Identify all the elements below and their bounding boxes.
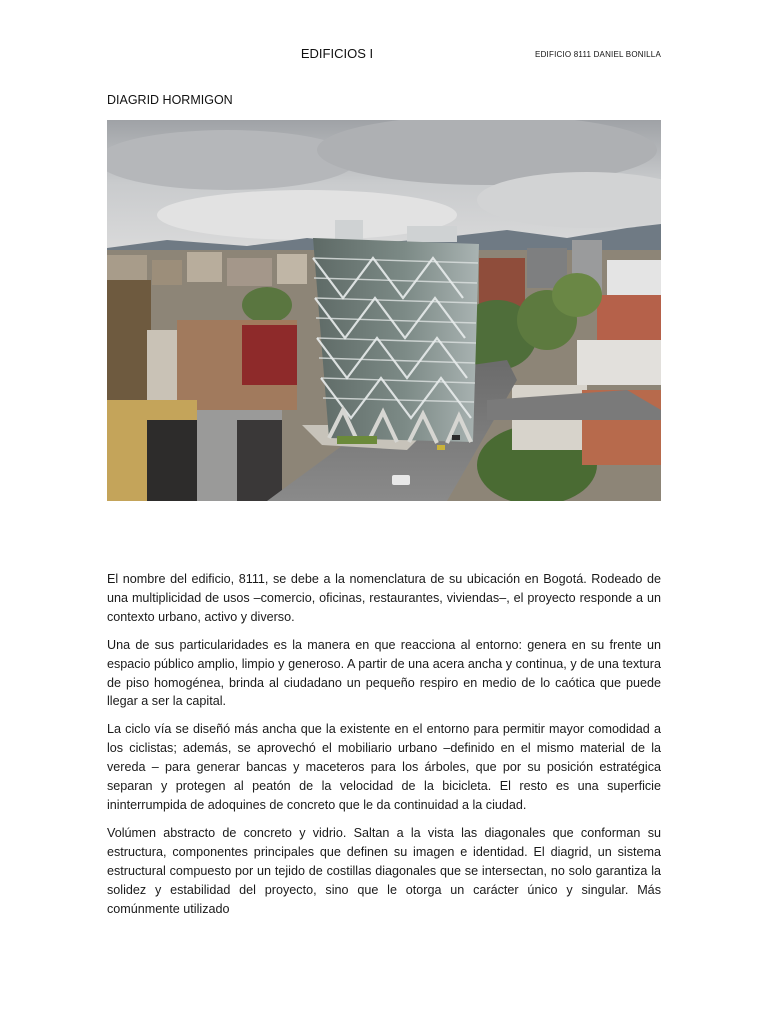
paragraph: La ciclo vía se diseñó más ancha que la existente en el entorno para permitir mayor comodidad a los ciclistas; además, se aprovechó el mobiliario urbano –definido en el mismo material de la vereda – para generar bancas y maceteros para los árboles, que por su posición estratégica separan y protegen al peatón de la velocidad de la bicicleta. El resto es una superficie ininterrumpida de adoquines de concreto que le da continuidad a la ciudad. bbox=[107, 722, 661, 812]
document-header-title: EDIFICIOS I bbox=[300, 46, 374, 61]
document-header-right: EDIFICIO 8111 DANIEL BONILLA bbox=[535, 50, 661, 59]
paragraph: Volúmen abstracto de concreto y vidrio. Saltan a la vista las diagonales que conforman su estructura, componentes principales que definen su imagen e identidad. El diagrid, un sistema estructural compuesto por un tejido de costillas diagonales que se intersectan, no solo garantiza la solidez y estabilidad del proyecto, sino que le otorga un carácter único y singular. Más comúnmente utilizado bbox=[107, 825, 661, 916]
paragraph: Una de sus particularidades es la manera en que reacciona al entorno: genera en su frente un espacio público amplio, limpio y generoso. A partir de una acera ancha y continua, y de una textura de piso homogénea, brinda al ciudadano un pequeño respiro en medio de lo caótica que puede llegar a ser la capital. bbox=[107, 637, 661, 709]
section-title: DIAGRID HORMIGON bbox=[107, 93, 233, 107]
building-photo bbox=[107, 120, 661, 501]
paragraph: El nombre del edificio, 8111, se debe a la nomenclatura de su ubicación en Bogotá. Rodeado de una multiplicidad de usos –comercio, oficinas, restaurantes, viviendas–, el proyecto responde a un contexto urbano, activo y diverso. bbox=[107, 572, 661, 624]
body-text bbox=[107, 570, 661, 927]
